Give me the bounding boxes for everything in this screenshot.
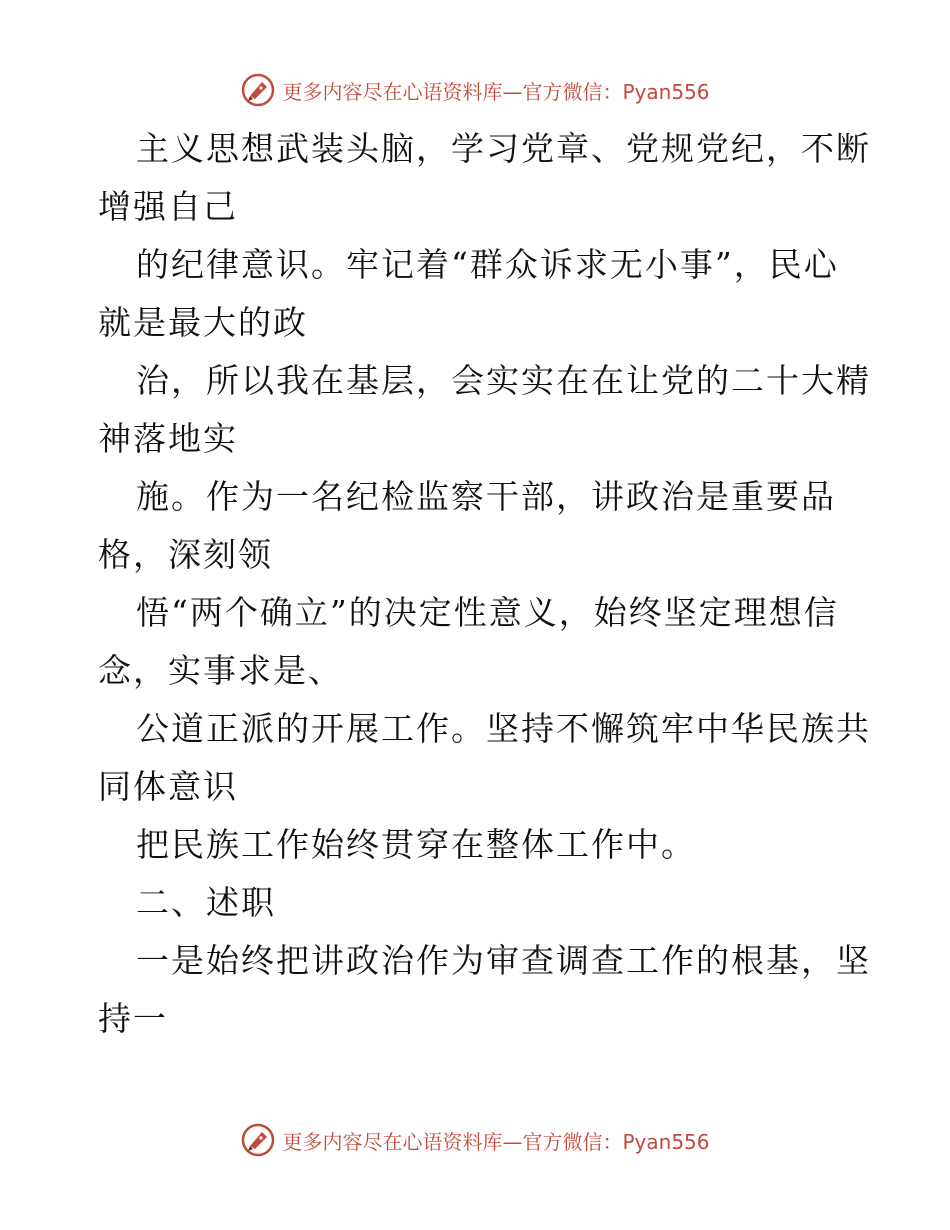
text-line: 主义思想武装头脑，学习党章、党规党纪，不断 <box>136 129 871 168</box>
text-line: 神落地实 <box>98 419 238 458</box>
header-watermark <box>0 70 950 110</box>
document-body <box>98 120 871 1048</box>
section-heading: 二、述职 <box>136 883 276 922</box>
text-line: 就是最大的政 <box>98 303 308 342</box>
text-line: 格，深刻领 <box>98 535 273 574</box>
text-line: 施。作为一名纪检监察干部，讲政治是重要品 <box>136 477 836 516</box>
text-line: 念，实事求是、 <box>98 651 343 690</box>
pen-nib-logo-icon <box>240 1122 276 1158</box>
text-line: 持一 <box>98 999 168 1038</box>
text-line: 的纪律意识。牢记着“群众诉求无小事”，民心 <box>136 245 839 284</box>
text-line: 公道正派的开展工作。坚持不懈筑牢中华民族共 <box>136 709 871 748</box>
watermark-text: 更多内容尽在心语资料库—官方微信：Pyan556 <box>282 79 710 104</box>
text-line: 一是始终把讲政治作为审查调查工作的根基，坚 <box>136 941 871 980</box>
watermark-text: 更多内容尽在心语资料库—官方微信：Pyan556 <box>282 1129 710 1154</box>
footer-watermark <box>0 1120 950 1160</box>
watermark-wechat-id: Pyan556 <box>622 79 710 104</box>
text-line: 治，所以我在基层，会实实在在让党的二十大精 <box>136 361 871 400</box>
watermark-wechat-id: Pyan556 <box>622 1129 710 1154</box>
text-line: 增强自己 <box>98 187 238 226</box>
text-line: 悟“两个确立”的决定性意义，始终坚定理想信 <box>136 593 839 632</box>
pen-nib-logo-icon <box>240 72 276 108</box>
text-line: 把民族工作始终贯穿在整体工作中。 <box>136 825 696 864</box>
text-line: 同体意识 <box>98 767 238 806</box>
